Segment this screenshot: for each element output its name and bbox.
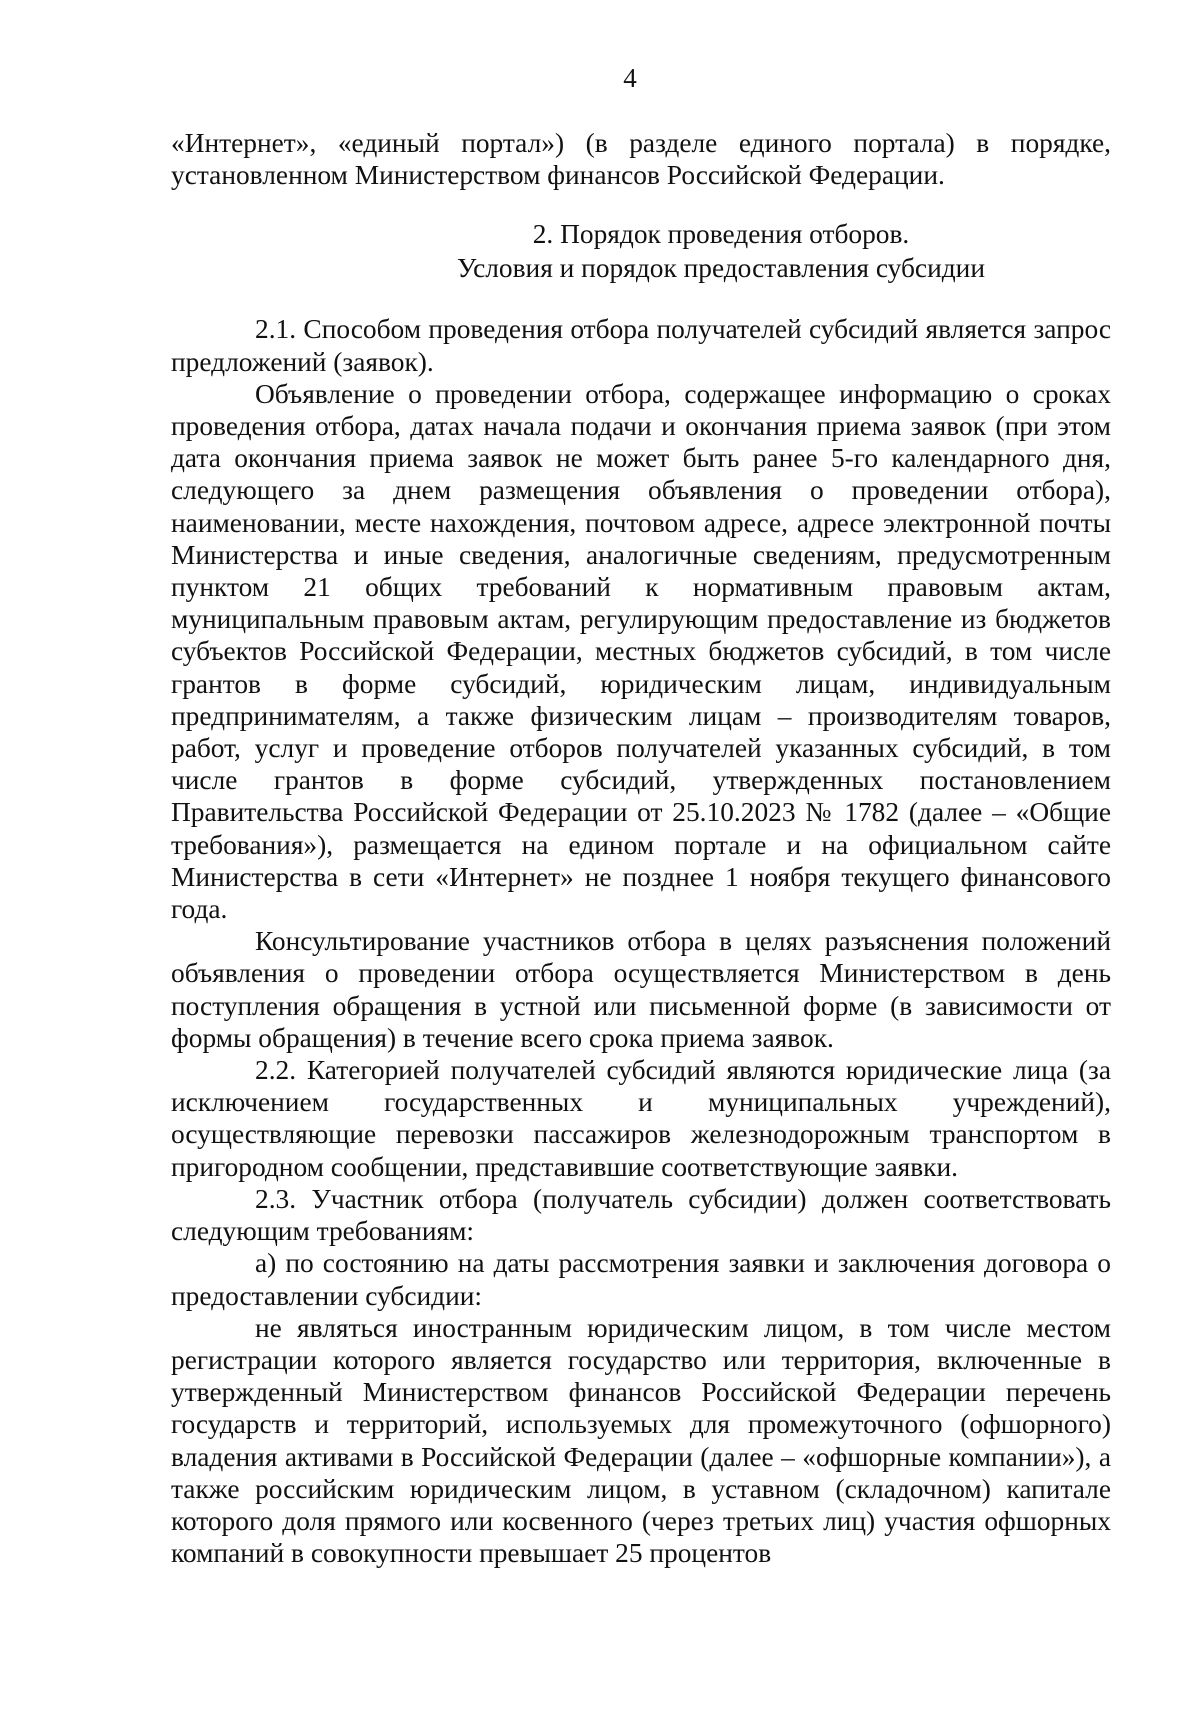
page-number: 4 bbox=[623, 63, 637, 93]
paragraph-offshore: не являться иностранным юридическим лицом, в том числе местом регистрации которого является государство или территория, включенные в утвержденный Министерством финансов Российской Федерации перечень государств и территорий, используемых для промежуточного (офшорного) владения активами в Российской Федерации (далее – «офшорные компании»), а также российским юридическим лицом, в уставном (складочном) капитале которого доля прямого или косвенного (через третьих лиц) участия офшорных компаний в совокупности превышает 25 процентов bbox=[171, 1312, 1111, 1569]
document-body bbox=[171, 127, 1111, 1569]
paragraph-consulting: Консультирование участников отбора в целях разъяснения положений объявления о проведении отбора осуществляется Министерством в день поступления обращения в устной или письменной форме (в зависимости от формы обращения) в течение всего срока приема заявок. bbox=[171, 926, 1111, 1053]
section-heading bbox=[171, 217, 1111, 285]
paragraph-2-1: 2.1. Способом проведения отбора получателей субсидий является запрос предложений (заявок). bbox=[171, 314, 1111, 377]
section-heading-line-2: Условия и порядок предоставления субсидии bbox=[457, 253, 985, 284]
paragraph-2-3-a: а) по состоянию на даты рассмотрения заявки и заключения договора о предоставлении субсидии: bbox=[171, 1248, 1111, 1311]
paragraph-2-2: 2.2. Категорией получателей субсидий являются юридические лица (за исключением государственных и муниципальных учреждений), осуществляющие перевозки пассажиров железнодорожным транспортом в пригородном сообщении, представившие соответствующие заявки. bbox=[171, 1055, 1111, 1182]
intro-paragraph: «Интернет», «единый портал») (в разделе единого портала) в порядке, установленном Министерством финансов Российской Федерации. bbox=[171, 128, 1111, 191]
paragraph-announcement: Объявление о проведении отбора, содержащее информацию о сроках проведения отбора, датах начала подачи и окончания приема заявок (при этом дата окончания приема заявок не может быть ранее 5-го календарного дня, следующего за днем размещения объявления о проведении отбора), наименовании, месте нахождения, почтовом адресе, адресе электронной почты Министерства и иные сведения, аналогичные сведениям, предусмотренным пунктом 21 общих требований к нормативным правовым актам, муниципальным правовым актам, регулирующим предоставление из бюджетов субъектов Российской Федерации, местных бюджетов субсидий, в том числе грантов в форме субсидий, юридическим лицам, индивидуальным предпринимателям, а также физическим лицам – производителям товаров, работ, услуг и проведение отборов получателей указанных субсидий, в том числе грантов в форме субсидий, утвержденных постановлением Правительства Российской Федерации от 25.10.2023 № 1782 (далее – «Общие требования»), размещается на едином портале и на официальном сайте Министерства в сети «Интернет» не позднее 1 ноября текущего финансового года. bbox=[171, 378, 1111, 925]
paragraph-2-3: 2.3. Участник отбора (получатель субсидии) должен соответствовать следующим требованиям: bbox=[171, 1183, 1111, 1247]
section-heading-line-1: 2. Порядок проведения отборов. bbox=[532, 219, 910, 250]
